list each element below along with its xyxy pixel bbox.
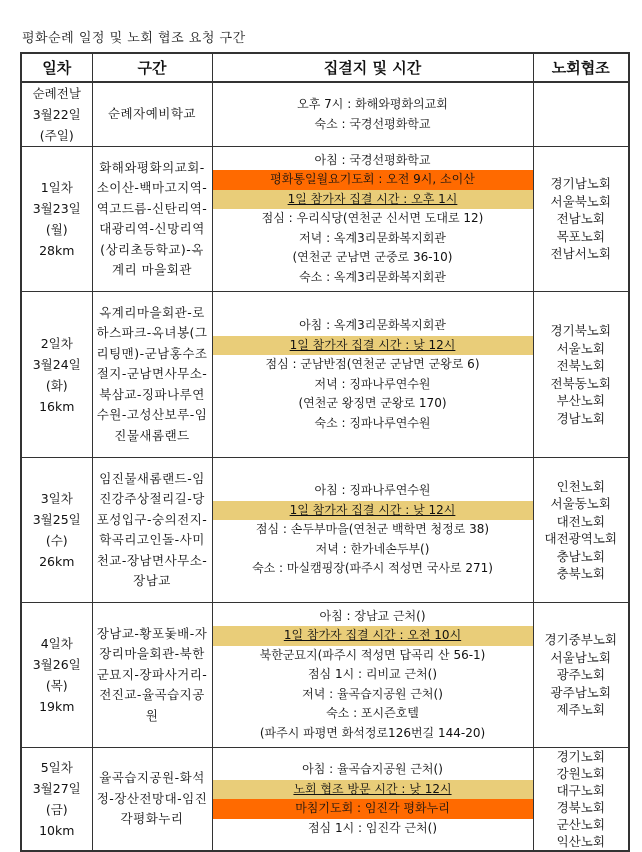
route-cell: 임진물새롬랜드-임진강주상절리길-당포성입구-숭의전지-학곡리고인돌-사미천교-장남면사무소-장남교 [92,458,212,603]
agenda-item: 저녁 : 한가네손두부() [315,541,430,556]
table-row [21,458,629,603]
agenda-item: 오후 7시 : 화해와평화의교회 [297,97,448,111]
distance-label: 19km [39,699,75,714]
table-row [21,82,629,147]
presbytery-item: 경남노회 [556,410,605,426]
agenda-cell [212,82,533,147]
schedule-table [20,52,630,852]
day-label: 2일차 [40,335,73,351]
presbytery-item: 경기북노회 [550,323,611,338]
agenda-cell [212,147,533,292]
day-label: 4일차 [40,636,73,651]
weekday-label: (주일) [39,128,74,143]
weekday-label: (화) [45,377,68,393]
agenda-item-highlight-yellow [213,336,533,356]
agenda-item-highlight-yellow [213,190,533,210]
presbytery-item: 경기남노회 [550,176,611,192]
agenda-item: 점심 : 손두부마을(연천군 백학면 청정로 38) [255,522,490,537]
header-route: 구간 [92,53,212,82]
meeting-time: 1일 참가자 집결 시간 : 오후 1시 [287,191,458,206]
header-day: 일차 [21,53,92,82]
date-label: 3월23일 [32,201,81,216]
table-row [21,603,629,748]
agenda-item: 숙소 : 옥계3리문화복지회관 [299,269,446,284]
agenda-cell [212,292,533,458]
presbytery-cell [533,82,629,147]
presbytery-item: 목포노회 [556,228,605,244]
day-cell [21,147,92,292]
agenda-item: 아침 : 율곡습지공원 근처() [302,762,443,776]
presbytery-item: 부산노회 [556,393,605,408]
presbytery-item: 서울북노회 [550,193,611,209]
table-row [21,748,629,852]
agenda-item: 점심 1시 : 리비교 근처() [307,667,438,682]
day-cell [21,292,92,458]
day-label: 3일차 [40,491,73,506]
day-cell [21,748,92,852]
day-cell [21,458,92,603]
route-cell: 율곡습지공원-화석정-장산전망대-임진각평화누리 [92,748,212,852]
agenda-item-highlight-yellow [213,626,533,646]
table-row [21,292,629,458]
route-cell: 순례자예비학교 [92,82,212,147]
agenda-cell [212,603,533,748]
distance-label: 26km [39,554,75,569]
weekday-label: (금) [45,802,68,817]
day-label: 순례전날 [32,86,81,101]
agenda-cell [212,458,533,603]
agenda-item: 아침 : 국경선평화학교 [314,152,431,167]
agenda-item: (연천군 왕징면 군왕로 170) [298,396,447,410]
agenda-item: 점심 1시 : 임진각 근처() [307,820,438,835]
agenda-item: 점심 : 우리식당(연천군 신서면 도대로 12) [261,211,484,226]
presbytery-item: 군산노회 [556,817,605,832]
agenda-item: 점심 : 군남반점(연천군 군남면 군왕로 6) [265,357,480,371]
agenda-item: (파주시 파평면 화석정로126번길 144-20) [259,725,486,740]
day-cell [21,603,92,748]
presbytery-item: 경기노회 [556,749,605,764]
agenda-item: 아침 : 옥계3리문화복지회관 [299,318,446,332]
presbytery-item: 서울동노회 [550,496,611,511]
agenda-item: (연천군 군남면 군중로 36-10) [292,250,453,265]
agenda-item-highlight-orange: 평화통일월요기도회 : 오전 9시, 소이산 [213,170,533,190]
table-row [21,147,629,292]
presbytery-item: 충북노회 [556,566,605,581]
agenda-item-highlight-orange: 마침기도회 : 임진각 평화누리 [213,799,533,819]
agenda-item: 저녁 : 옥계3리문화복지회관 [299,230,446,245]
presbytery-item: 전북동노회 [550,375,611,391]
presbytery-item: 경북노회 [556,800,605,815]
presbytery-item: 전남서노회 [550,246,611,262]
date-label: 3월22일 [32,107,81,122]
presbytery-cell [533,458,629,603]
presbytery-item: 광주노회 [556,667,605,683]
meeting-time: 노회 협조 방문 시간 : 낮 12시 [293,781,452,796]
route-cell: 옥계리마을회관-로하스파크-옥녀봉(그리팅맨)-군남홍수조절지-군남면사무소-북삼교-징파나루연수원-고성산보루-임진물새롬랜드 [92,292,212,458]
agenda-item: 숙소 : 징파나루연수원 [314,415,431,430]
presbytery-item: 인천노회 [556,478,605,494]
presbytery-item: 경기중부노회 [544,632,617,648]
day-cell [21,82,92,147]
presbytery-item: 대전노회 [556,513,605,529]
meeting-time: 1일 참가자 집결 시간 : 오전 10시 [283,628,462,643]
presbytery-item: 전남노회 [556,211,605,227]
presbytery-cell [533,147,629,292]
presbytery-item: 충남노회 [556,548,605,564]
presbytery-item: 대전광역노회 [544,531,617,546]
presbytery-item: 대구노회 [556,783,605,798]
agenda-item-highlight-yellow [213,501,533,521]
weekday-label: (월) [45,222,68,237]
table-header-row [21,53,629,82]
agenda-item: 숙소 : 국경선평화학교 [314,116,431,131]
presbytery-item: 강원노회 [556,766,605,781]
presbytery-item: 익산노회 [556,834,605,849]
header-agenda: 집결지 및 시간 [212,53,533,82]
presbytery-item: 서울남노회 [550,649,611,665]
agenda-item: 북한군묘지(파주시 적성면 답곡리 산 56-1) [259,647,486,662]
route-cell: 장남교-황포돛배-자장리마을회관-북한군묘지-장파사거리-전진교-율곡습지공원 [92,603,212,748]
date-label: 3월26일 [32,657,81,672]
distance-label: 16km [39,398,75,414]
distance-label: 28km [39,243,75,258]
distance-label: 10km [39,823,75,838]
meeting-time: 1일 참가자 집결 시간 : 낮 12시 [289,337,456,352]
agenda-item: 아침 : 징파나루연수원 [314,483,431,498]
header-presbytery: 노회협조 [533,53,629,82]
date-label: 3월24일 [32,356,81,372]
route-cell: 화해와평화의교회-소이산-백마고지역-역고드름-신탄리역-대광리역-신망리역(상리초등학교)-옥계리 마을회관 [92,147,212,292]
agenda-item: 저녁 : 징파나루연수원 [314,376,431,391]
presbytery-item: 제주노회 [556,702,605,718]
presbytery-cell [533,603,629,748]
agenda-item: 아침 : 장남교 근처() [319,608,426,623]
day-label: 1일차 [40,180,73,195]
presbytery-cell [533,292,629,458]
presbytery-cell [533,748,629,852]
agenda-item: 저녁 : 율곡습지공원 근처() [302,686,443,701]
presbytery-item: 서울노회 [556,340,605,356]
presbytery-item: 광주남노회 [550,684,611,700]
agenda-item-highlight-yellow [213,780,533,800]
meeting-time: 1일 참가자 집결 시간 : 낮 12시 [289,502,456,517]
day-label: 5일차 [40,760,73,775]
date-label: 3월27일 [32,781,81,796]
document-title: 평화순례 일정 및 노회 협조 요청 구간 [22,31,246,46]
agenda-item: 숙소 : 포시즌호텔 [326,706,419,721]
date-label: 3월25일 [32,512,81,527]
agenda-cell [212,748,533,852]
presbytery-item: 전북노회 [556,358,605,373]
weekday-label: (수) [45,533,68,548]
agenda-item: 숙소 : 마실캠핑장(파주시 적성면 국사로 271) [252,561,493,576]
weekday-label: (목) [45,678,68,693]
